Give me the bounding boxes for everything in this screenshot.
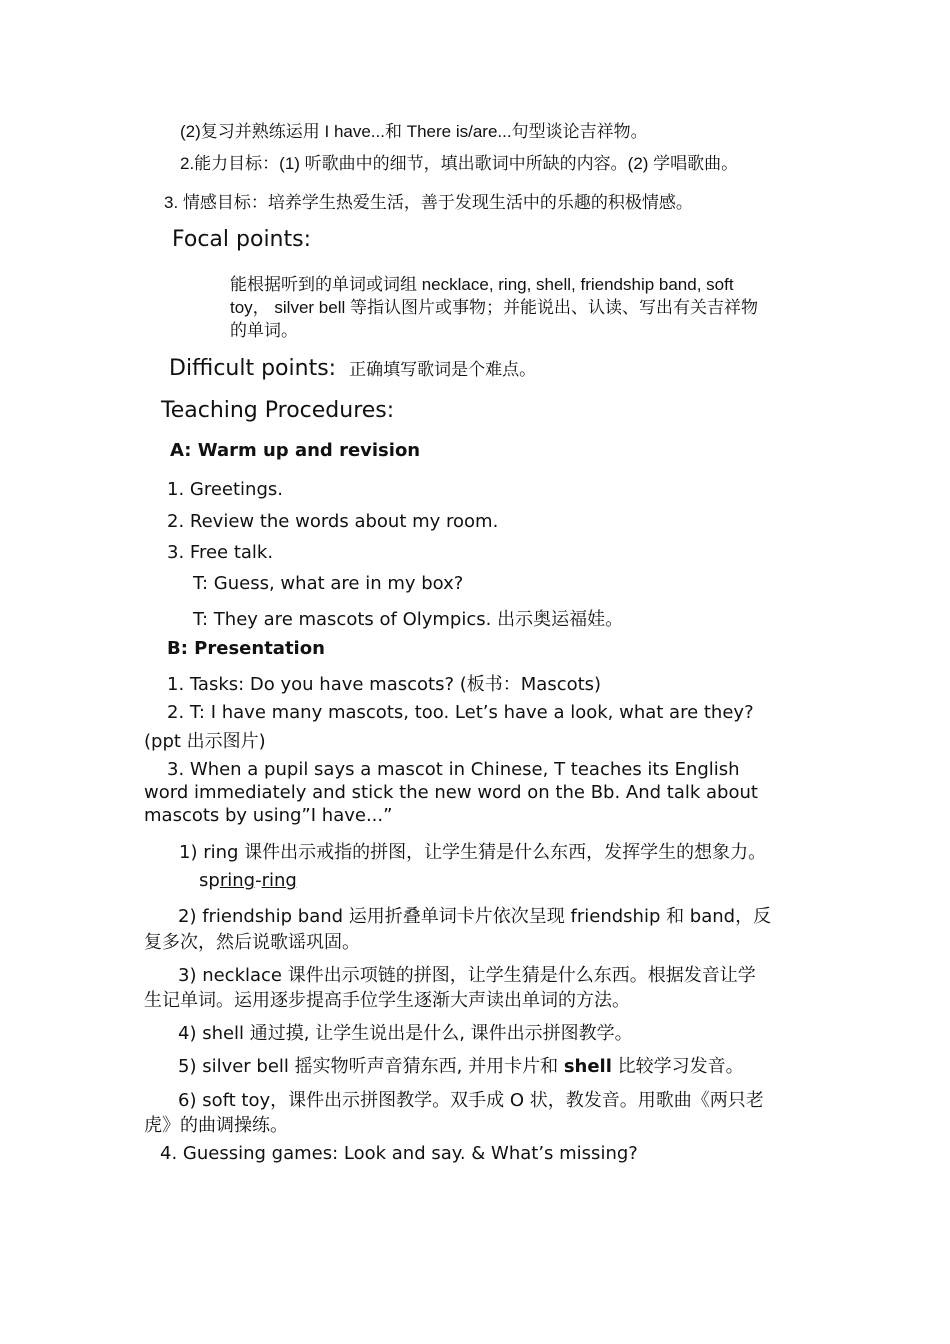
- focal-points-line: toy， silver bell 等指认图片或事物；并能说出、认读、写出有关吉祥物: [230, 298, 758, 317]
- spring-prefix: sp: [199, 870, 220, 891]
- step-b3-continued: word immediately and stick the new word on the Bb. And talk about: [144, 782, 758, 803]
- emotion-objective: 3. 情感目标：培养学生热爱生活，善于发现生活中的乐趣的积极情感。: [164, 193, 693, 212]
- step-b4: 4. Guessing games: Look and say. & What’s missing?: [160, 1143, 638, 1164]
- step-b2: 2. T: I have many mascots, too. Let’s have a look, what are they?: [167, 702, 754, 723]
- item-necklace-continued: 生记单词。运用逐步提高手位学生逐渐大声读出单词的方法。: [144, 990, 630, 1011]
- section-a-heading: A: Warm up and revision: [170, 440, 421, 461]
- step-a1: 1. Greetings.: [167, 479, 283, 500]
- focal-points-heading: Focal points:: [172, 227, 311, 252]
- ability-objective: 2.能力目标：(1) 听歌曲中的细节，填出歌词中所缺的内容。(2) 学唱歌曲。: [180, 154, 739, 173]
- item-shell: 4) shell 通过摸, 让学生说出是什么, 课件出示拼图教学。: [178, 1023, 633, 1044]
- silver-bell-text: 5) silver bell 摇实物听声音猜东西, 并用卡片和: [178, 1056, 564, 1077]
- step-a2: 2. Review the words about my room.: [167, 511, 499, 532]
- item-soft-toy: 6) soft toy，课件出示拼图教学。双手成 O 状，教发音。用歌曲《两只老: [178, 1090, 764, 1111]
- difficult-points-heading: Difficult points:: [169, 356, 337, 381]
- step-a3-teacher-line: T: Guess, what are in my box?: [193, 573, 464, 594]
- difficult-points: [169, 355, 536, 381]
- item-soft-toy-continued: 虎》的曲调操练。: [144, 1115, 288, 1136]
- shell-bold-word: shell: [563, 1056, 612, 1077]
- silver-bell-text-end: 比较学习发音。: [611, 1056, 744, 1077]
- spring-ring-note: [199, 870, 297, 891]
- section-b-heading: B: Presentation: [167, 638, 325, 659]
- focal-points-line: 的单词。: [230, 321, 298, 340]
- step-b2-continued: (ppt 出示图片): [144, 731, 266, 752]
- ring-underlined: ring: [261, 870, 297, 891]
- step-b1: 1. Tasks: Do you have mascots? (板书：Mascots): [167, 674, 602, 695]
- item-friendship-band-continued: 复多次，然后说歌谣巩固。: [144, 932, 360, 953]
- knowledge-objective-2: (2)复习并熟练运用 I have...和 There is/are...句型谈论吉祥物。: [180, 122, 648, 141]
- step-a3-teacher-line: T: They are mascots of Olympics. 出示奥运福娃。: [193, 609, 624, 630]
- dash: -: [255, 870, 262, 891]
- step-a3: 3. Free talk.: [167, 542, 274, 563]
- item-necklace: 3) necklace 课件出示项链的拼图，让学生猜是什么东西。根据发音让学: [178, 965, 756, 986]
- item-ring: 1) ring 课件出示戒指的拼图，让学生猜是什么东西，发挥学生的想象力。: [179, 842, 767, 863]
- item-friendship-band: 2) friendship band 运用折叠单词卡片依次呈现 friendship 和 band，反: [178, 906, 772, 927]
- step-b3-continued: mascots by using”I have...”: [144, 805, 393, 826]
- step-b3: 3. When a pupil says a mascot in Chinese, T teaches its English: [167, 759, 740, 780]
- teaching-procedures-heading: Teaching Procedures:: [161, 398, 395, 423]
- focal-points-line: 能根据听到的单词或词组 necklace, ring, shell, friendship band, soft: [230, 275, 734, 294]
- item-silver-bell: [178, 1052, 744, 1078]
- difficult-points-text: 正确填写歌词是个难点。: [349, 360, 537, 379]
- ring-underlined: ring: [219, 870, 256, 891]
